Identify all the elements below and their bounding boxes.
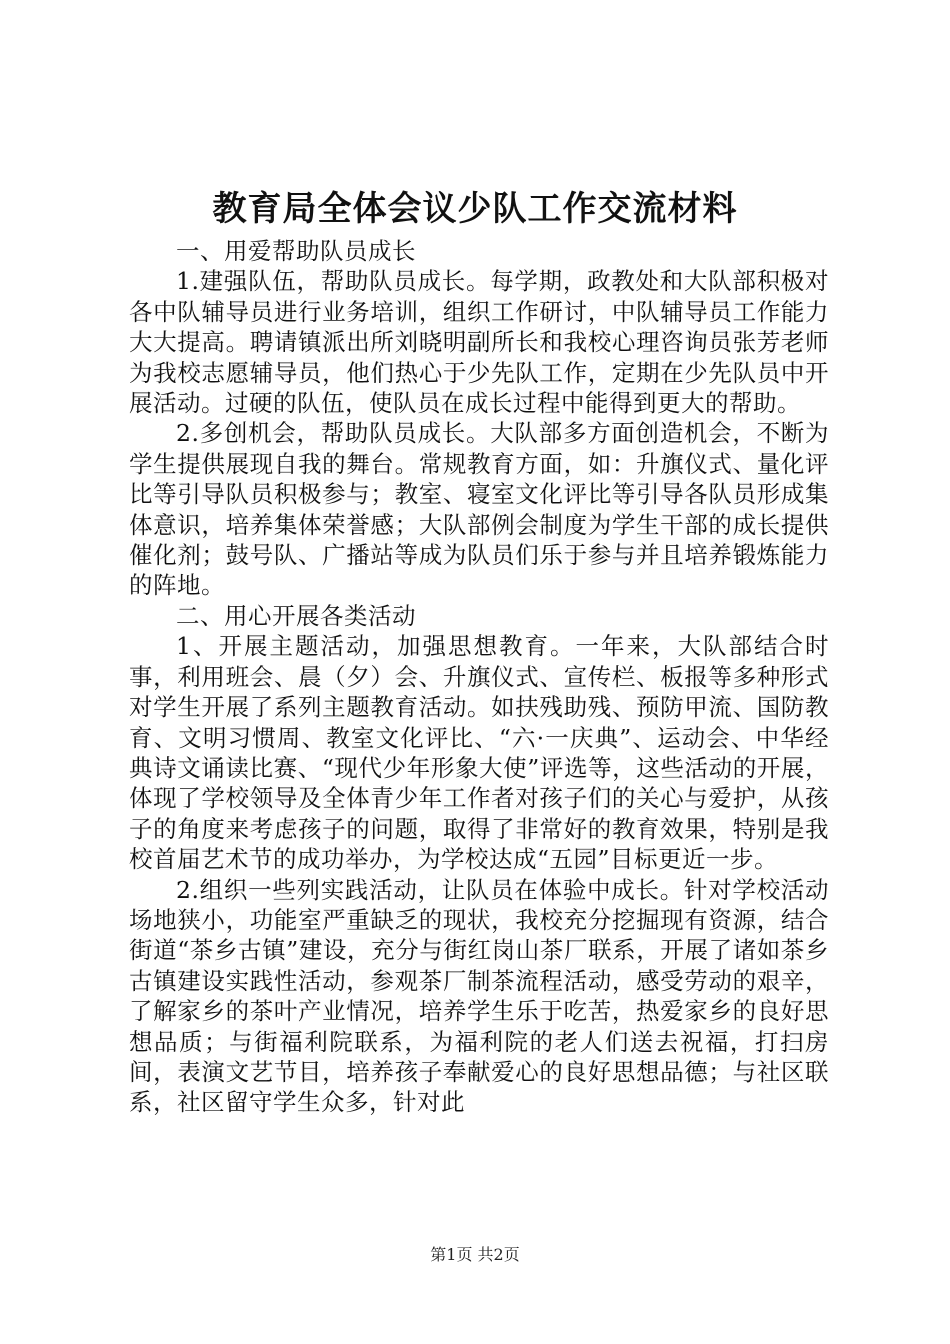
document-body: [129, 236, 829, 1118]
section-heading-1: 一、用爱帮助队员成长: [176, 237, 416, 265]
paragraph-3: 1、开展主题活动，加强思想教育。一年来，大队部结合时事，利用班会、晨（夕）会、升旗仪式、宣传栏、板报等多种形式对学生开展了系列主题教育活动。如扶残助残、预防甲流、国防教育、文明习惯周、教室文化评比、“六·一庆典”、运动会、中华经典诗文诵读比赛、“现代少年形象大使”评选等，这些活动的开展，体现了学校领导及全体青少年工作者对孩子们的关心与爱护，从孩子的角度来考虑孩子的问题，取得了非常好的教育效果，特别是我校首届艺术节的成功举办，为学校达成“五园”目标更近一步。: [129, 632, 829, 874]
paragraph-2: 2.多创机会，帮助队员成长。大队部多方面创造机会，不断为学生提供展现自我的舞台。常规教育方面，如：升旗仪式、量化评比等引导队员积极参与；教室、寝室文化评比等引导各队员形成集体意识，培养集体荣誉感；大队部例会制度为学生干部的成长提供催化剂；鼓号队、广播站等成为队员们乐于参与并且培养锻炼能力的阵地。: [129, 419, 829, 600]
section-heading-2: 二、用心开展各类活动: [176, 601, 416, 630]
paragraph-1: 1.建强队伍，帮助队员成长。每学期，政教处和大队部积极对各中队辅导员进行业务培训，组织工作研讨，中队辅导员工作能力大大提高。聘请镇派出所刘晓明副所长和我校心理咨询员张芳老师为我校志愿辅导员，他们热心于少先队工作，定期在少先队员中开展活动。过硬的队伍，使队员在成长过程中能得到更大的帮助。: [129, 267, 829, 418]
page-number-footer: 第1页 共2页: [430, 1245, 520, 1264]
paragraph-4: 2.组织一些列实践活动，让队员在体验中成长。针对学校活动场地狭小，功能室严重缺乏的现状，我校充分挖掘现有资源，结合街道“茶乡古镇”建设，充分与街红岗山茶厂联系，开展了诸如茶乡古镇建设实践性活动，参观茶厂制茶流程活动，感受劳动的艰辛，了解家乡的茶叶产业情况，培养学生乐于吃苦，热爱家乡的良好思想品质；与街福利院联系，为福利院的老人们送去祝福，打扫房间，表演文艺节目，培养孩子奉献爱心的良好思想品德；与社区联系，社区留守学生众多，针对此: [129, 875, 829, 1117]
document-title: 教育局全体会议少队工作交流材料: [212, 189, 738, 229]
